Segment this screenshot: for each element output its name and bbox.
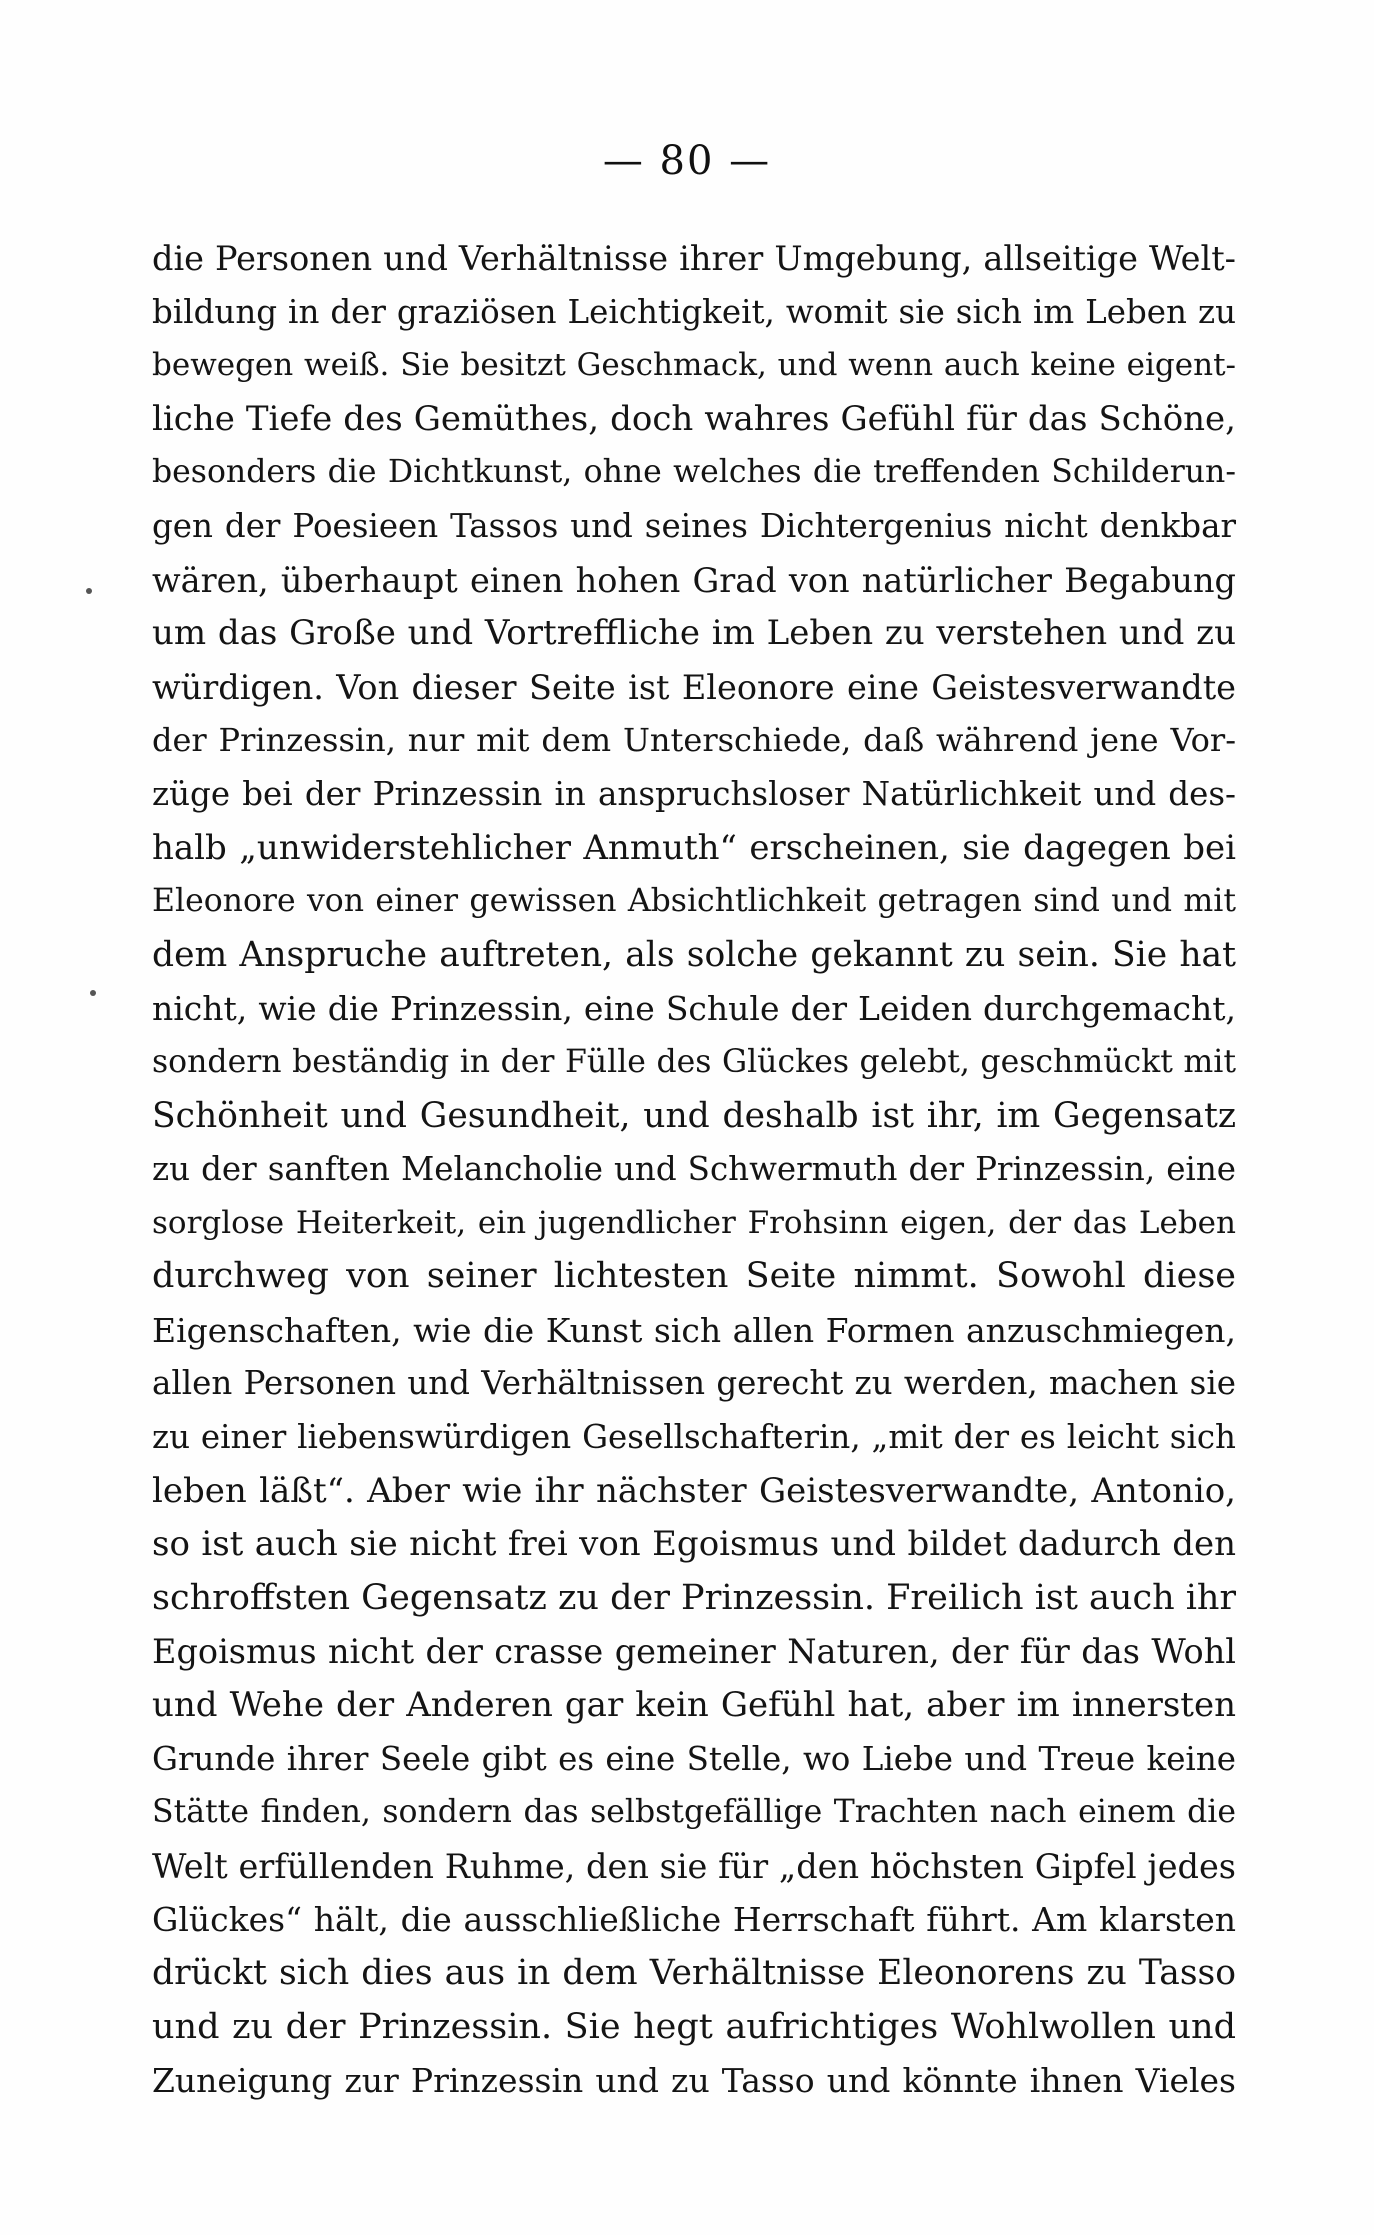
text-line: liche Tiefe des Gemüthes, doch wahres Gefühl für das Schöne, bbox=[152, 398, 1236, 439]
text-line: Glückes“ hält, die ausschließliche Herrschaft führt. Am klarsten bbox=[152, 1900, 1236, 1940]
page-number: — 80 — bbox=[602, 138, 772, 184]
text-line: so ist auch sie nicht frei von Egoismus und bildet dadurch den bbox=[152, 1524, 1236, 1565]
paper-speck bbox=[86, 588, 92, 594]
text-line: Welt erfüllenden Ruhme, den sie für „den höchsten Gipfel jedes bbox=[152, 1846, 1236, 1886]
text-line: sorglose Heiterkeit, ein jugendlicher Frohsinn eigen, der das Leben bbox=[152, 1204, 1236, 1241]
text-line: gen der Poesieen Tassos und seines Dichtergenius nicht denkbar bbox=[152, 506, 1236, 545]
paper-speck bbox=[90, 990, 96, 996]
text-line: zu einer liebenswürdigen Gesellschafterin, „mit der es leicht sich bbox=[152, 1418, 1236, 1457]
text-line: leben läßt“. Aber wie ihr nächster Geistesverwandte, Antonio, bbox=[152, 1470, 1236, 1511]
text-line: durchweg von seiner lichtesten Seite nimmt. Sowohl diese bbox=[152, 1256, 1236, 1297]
text-line: allen Personen und Verhältnissen gerecht zu werden, machen sie bbox=[152, 1364, 1236, 1403]
text-line: um das Große und Vortreffliche im Leben zu verstehen und zu bbox=[152, 613, 1236, 654]
text-line: Egoismus nicht der crasse gemeiner Naturen, der für das Wohl bbox=[152, 1632, 1236, 1672]
body-text bbox=[152, 232, 1236, 2108]
text-line: wären, überhaupt einen hohen Grad von natürlicher Begabung bbox=[152, 560, 1236, 600]
text-line: Schönheit und Gesundheit, und deshalb ist ihr, im Gegensatz bbox=[152, 1095, 1236, 1136]
text-line: Stätte finden, sondern das selbstgefällige Trachten nach einem die bbox=[152, 1794, 1236, 1831]
text-line: bewegen weiß. Sie besitzt Geschmack, und wenn auch keine eigent- bbox=[152, 347, 1236, 384]
text-line: besonders die Dichtkunst, ohne welches die treffenden Schilderun- bbox=[152, 454, 1236, 491]
text-line: Eleonore von einer gewissen Absichtlichkeit getragen sind und mit bbox=[152, 883, 1236, 920]
text-line: züge bei der Prinzessin in anspruchsloser Natürlichkeit und des- bbox=[152, 774, 1236, 813]
text-line: bildung in der graziösen Leichtigkeit, womit sie sich im Leben zu bbox=[152, 292, 1236, 331]
text-line: würdigen. Von dieser Seite ist Eleonore eine Geistesverwandte bbox=[152, 667, 1236, 707]
text-line: Eigenschaften, wie die Kunst sich allen Formen anzuschmiegen, bbox=[152, 1310, 1236, 1350]
text-line: die Personen und Verhältnisse ihrer Umgebung, allseitige Welt- bbox=[152, 239, 1236, 278]
text-line: zu der sanften Melancholie und Schwermuth der Prinzessin, eine bbox=[152, 1150, 1236, 1189]
text-line: halb „unwiderstehlicher Anmuth“ erscheinen, sie dagegen bei bbox=[152, 827, 1236, 868]
text-line: dem Anspruche auftreten, als solche gekannt zu sein. Sie hat bbox=[152, 934, 1236, 975]
text-line: der Prinzessin, nur mit dem Unterschiede, daß während jene Vor- bbox=[152, 721, 1236, 760]
text-line: sondern beständig in der Fülle des Glückes gelebt, geschmückt mit bbox=[152, 1043, 1236, 1080]
text-line: Zuneigung zur Prinzessin und zu Tasso und könnte ihnen Vieles bbox=[152, 2061, 1236, 2101]
text-line: nicht, wie die Prinzessin, eine Schule der Leiden durchgemacht, bbox=[152, 989, 1236, 1029]
text-line: und Wehe der Anderen gar kein Gefühl hat, aber im innersten bbox=[152, 1685, 1236, 1726]
text-line: schroffsten Gegensatz zu der Prinzessin. Freilich ist auch ihr bbox=[152, 1577, 1236, 1618]
text-line: drückt sich dies aus in dem Verhältnisse Eleonorens zu Tasso bbox=[152, 1953, 1236, 1993]
text-line: Grunde ihrer Seele gibt es eine Stelle, wo Liebe und Treue keine bbox=[152, 1739, 1236, 1778]
text-line: und zu der Prinzessin. Sie hegt aufrichtiges Wohlwollen und bbox=[152, 2006, 1236, 2047]
